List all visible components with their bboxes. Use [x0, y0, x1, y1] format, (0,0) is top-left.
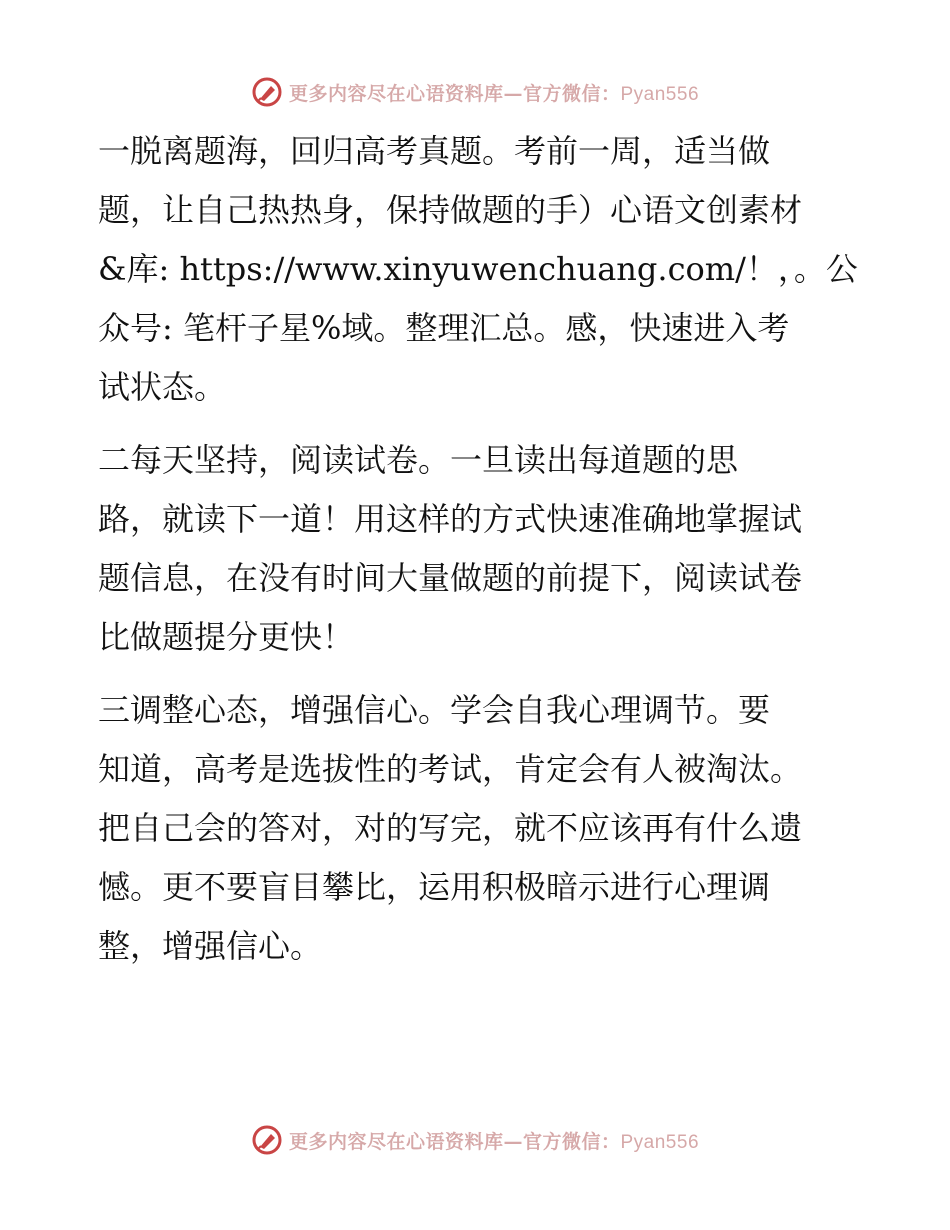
footer-wechat-id: Pyan556 — [620, 1131, 700, 1153]
header-banner-text — [289, 79, 699, 106]
footer-banner-text — [289, 1127, 699, 1154]
header-banner-label: 更多内容尽在心语资料库—官方微信： — [288, 82, 621, 105]
footer-banner — [0, 1120, 950, 1160]
pen-nib-logo-icon — [251, 76, 283, 108]
footer-banner-label: 更多内容尽在心语资料库—官方微信： — [288, 1130, 621, 1153]
paragraph-2: 二每天坚持，阅读试卷。一旦读出每道题的思 路，就读下一道！用这样的方式快速准确地掌握试 题信息，在没有时间大量做题的前提下，阅读试卷 比做题提分更快！ — [98, 441, 803, 656]
paragraph-3: 三调整心态，增强信心。学会自我心理调节。要 知道，高考是选拔性的考试，肯定会有人被淘汰。 把自己会的答对，对的写完，就不应该再有什么遗 憾。更不要盲目攀比，运用积极暗示进行心理调 整，增强信心。 — [98, 691, 803, 965]
pen-nib-logo-icon — [251, 1124, 283, 1156]
document-body — [98, 122, 858, 990]
header-wechat-id: Pyan556 — [620, 83, 700, 105]
header-banner — [0, 72, 950, 112]
paragraph-1: 一脱离题海，回归高考真题。考前一周，适当做 题，让自己热热身，保持做题的手）心语文创素材 &库: https://www.xinyuwenchuang.com/！，。公 众号: 笔杆子星%域。整理汇总。感，快速进入考 试状态。 — [98, 132, 858, 406]
